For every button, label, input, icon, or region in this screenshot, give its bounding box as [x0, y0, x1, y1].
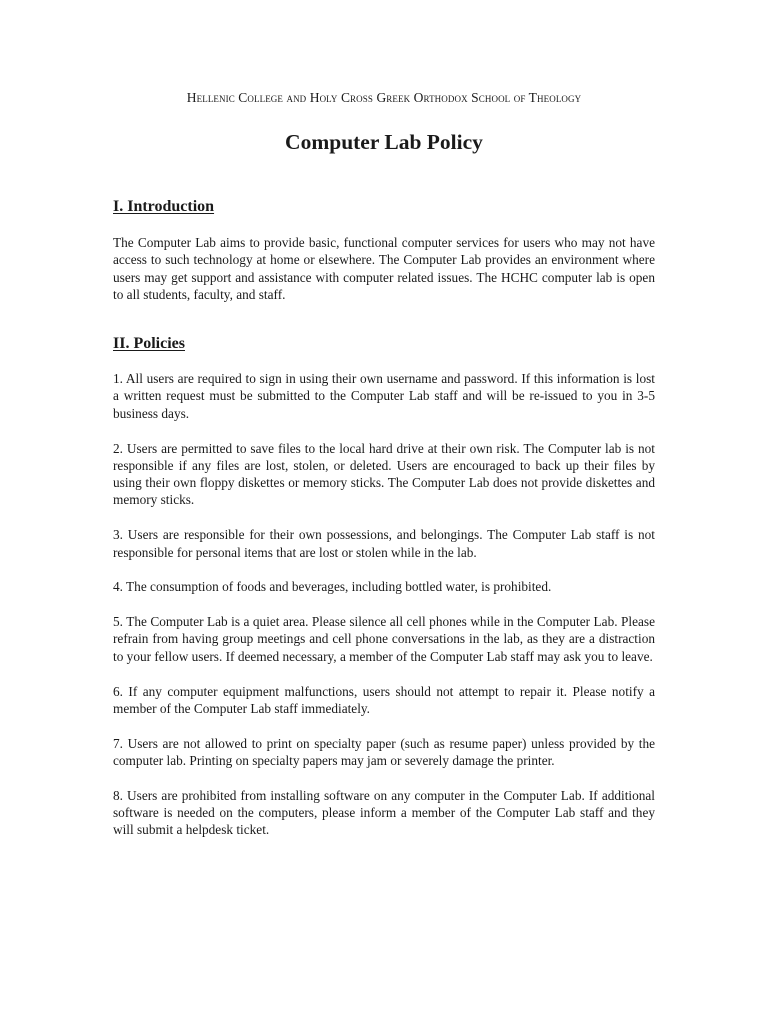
policy-item-4: 4. The consumption of foods and beverages, including bottled water, is prohibited.	[113, 579, 552, 595]
section-heading-introduction: I. Introduction	[113, 198, 215, 215]
policy-list	[113, 370, 655, 838]
document-title: Computer Lab Policy	[285, 130, 483, 154]
policy-item-1: 1. All users are required to sign in using their own username and password. If this information is lost a written request must be submitted to the Computer Lab staff and will be re-issued to you in 3-5 business days.	[113, 371, 655, 421]
policy-item-2: 2. Users are permitted to save files to the local hard drive at their own risk. The Computer lab is not responsible if any files are lost, stolen, or deleted. Users are encouraged to back up their files by using their own floppy diskettes or memory sticks. The Computer Lab does not provide diskettes and memory sticks.	[113, 440, 655, 508]
document-page	[113, 88, 655, 856]
policy-item-7: 7. Users are not allowed to print on specialty paper (such as resume paper) unless provided by the computer lab. Printing on specialty papers may jam or severely damage the printer.	[113, 735, 655, 768]
policy-item-6: 6. If any computer equipment malfunctions, users should not attempt to repair it. Please notify a member of the Computer Lab staff immediately.	[113, 683, 655, 716]
institution-name: Hellenic College and Holy Cross Greek Orthodox School of Theology	[186, 90, 582, 105]
policy-item-8: 8. Users are prohibited from installing software on any computer in the Computer Lab. If additional software is needed on the computers, please inform a member of the Computer Lab staff and they will submit a helpdesk ticket.	[113, 787, 655, 838]
section-heading-policies: II. Policies	[113, 335, 185, 353]
policy-item-5: 5. The Computer Lab is a quiet area. Please silence all cell phones while in the Computer Lab. Please refrain from having group meetings and cell phone conversations in the lab, as they are a distraction to your fellow users. If deemed necessary, a member of the Computer Lab staff may ask you to leave.	[113, 614, 655, 664]
introduction-paragraph: The Computer Lab aims to provide basic, functional computer services for users who may not have access to such technology at home or elsewhere. The Computer Lab provides an environment where users may get support and assistance with computer related issues. The HCHC computer lab is open to all students, faculty, and staff.	[113, 235, 655, 302]
policy-item-3: 3. Users are responsible for their own possessions, and belongings. The Computer Lab staff is not responsible for personal items that are lost or stolen while in the lab.	[113, 527, 655, 560]
